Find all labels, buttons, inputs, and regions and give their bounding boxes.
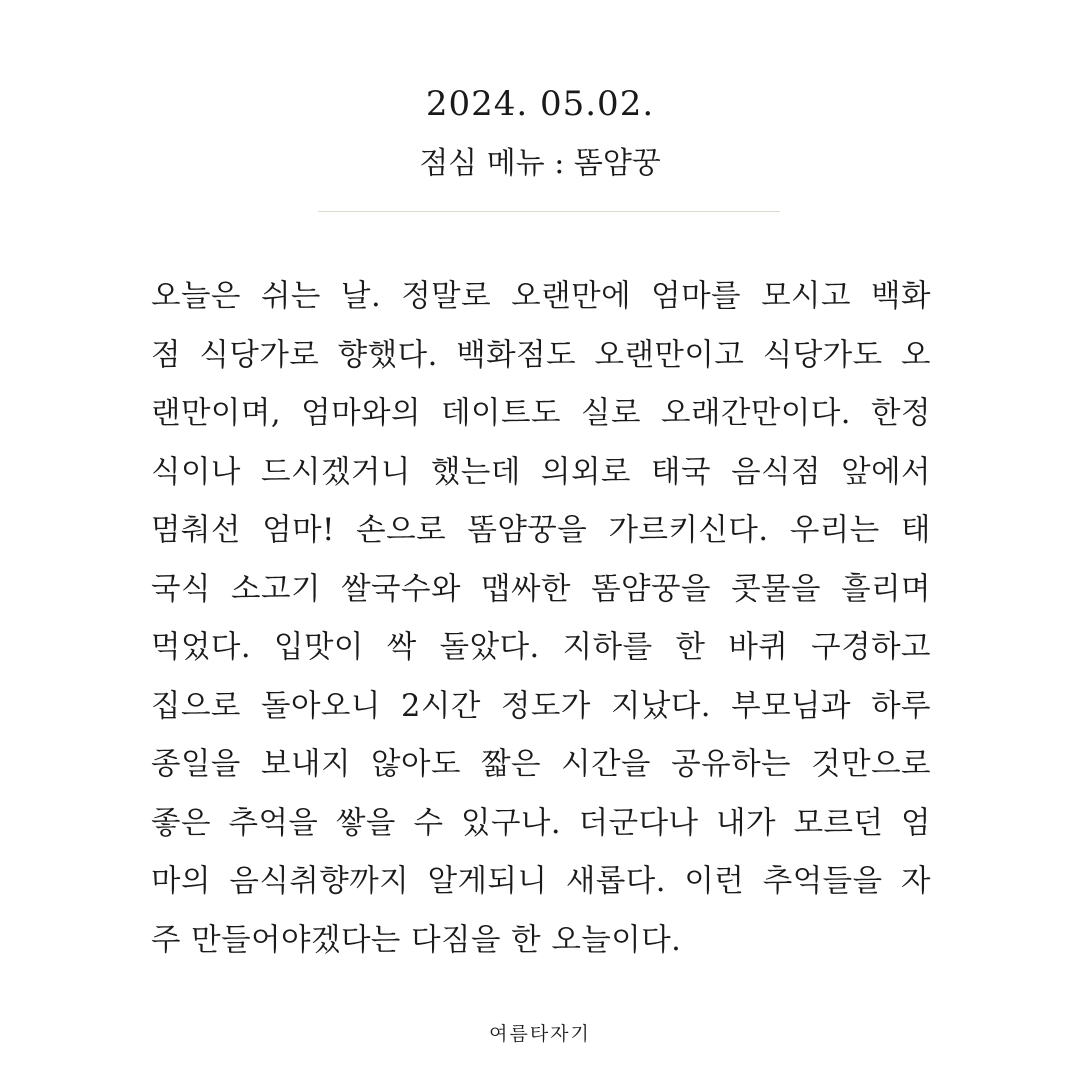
- body-line: 오늘은 쉬는 날. 정말로 오랜만에 엄마를 모시고 백화: [151, 279, 931, 314]
- body-line: 마의 음식취향까지 알게되니 새롭다. 이런 추억들을 자: [151, 864, 931, 899]
- entry-date: 2024. 05.02.: [425, 84, 655, 124]
- body-line: 식이나 드시겠거니 했는데 의외로 태국 음식점 앞에서: [151, 454, 931, 490]
- body-line: 좋은 추억을 쌓을 수 있구나. 더군다나 내가 모르던 엄: [151, 805, 931, 841]
- body-line: 주 만들어야겠다는 다짐을 한 오늘이다.: [151, 922, 682, 958]
- body-line: 국식 소고기 쌀국수와 맵싸한 똠얌꿍을 콧물을 흘리며: [151, 571, 931, 607]
- entry-subtitle: 점심 메뉴 : 똠얌꿍: [419, 146, 661, 181]
- body-line: 랜만이며, 엄마와의 데이트도 실로 오래간만이다. 한정: [151, 396, 931, 431]
- body-line: 종일을 보내지 않아도 짧은 시간을 공유하는 것만으로: [151, 747, 931, 782]
- body-line: 멈춰선 엄마! 손으로 똠얌꿍을 가르키신다. 우리는 태: [151, 513, 931, 548]
- body-line: 점 식당가로 향했다. 백화점도 오랜만이고 식당가도 오: [151, 337, 931, 373]
- author-signature: 여름타자기: [489, 1023, 591, 1045]
- body-line: 먹었다. 입맛이 싹 돌았다. 지하를 한 바퀴 구경하고: [151, 630, 931, 665]
- title-divider: [318, 211, 780, 212]
- body-line: 집으로 돌아오니 2시간 정도가 지났다. 부모님과 하루: [151, 688, 931, 724]
- diary-body: [151, 268, 931, 970]
